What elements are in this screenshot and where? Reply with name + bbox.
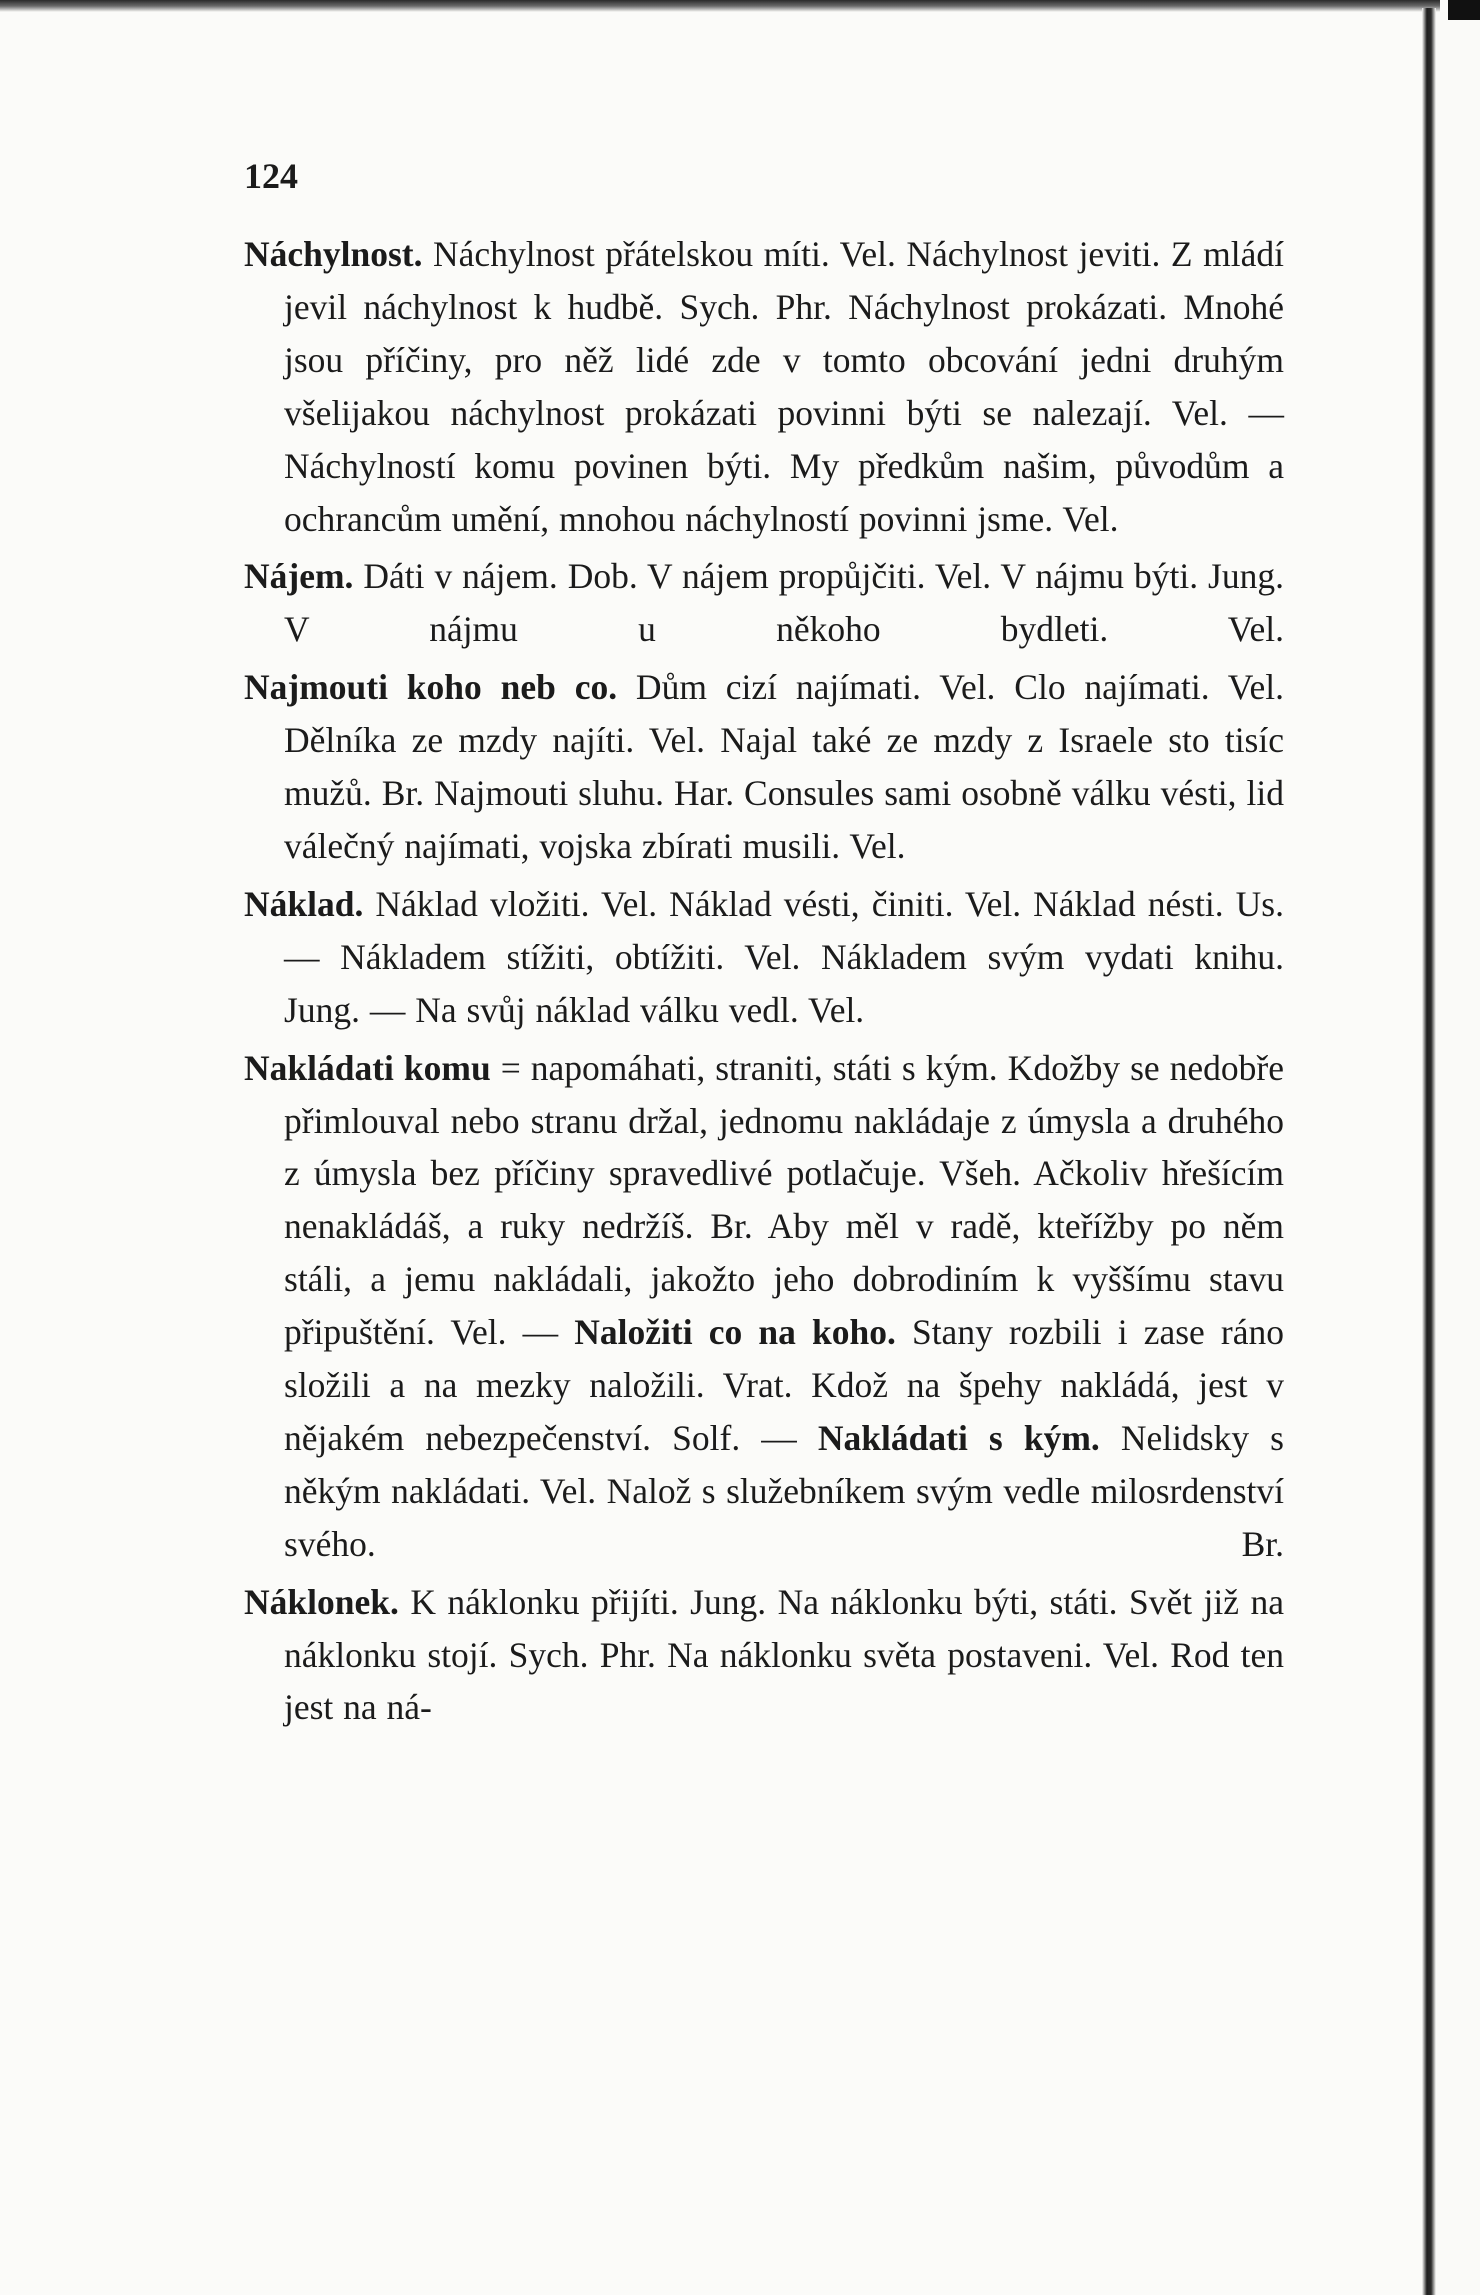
entry-najem [244, 550, 1284, 656]
entry-najmouti [244, 661, 1284, 873]
entry-subheadword: Nakládati s kým. [817, 1417, 1100, 1458]
entry-headword: Náklad. [244, 883, 364, 924]
entry-body: = napomáhati, straniti, státi s kým. Kdožby se nedobře přimlouval nebo stranu držal, jednomu nakládaje z úmysla a druhého z úmysla bez příčiny spravedlivé potlačuje. Všeh. Ačkoliv hřešícím nenakládáš, a ruky nedržíš. Br. Aby měl v radě, kteřížby po něm stáli, a jemu nakládali, jakožto jeho dobrodiním k vyššímu stavu připuštění. Vel. — [284, 1047, 1284, 1353]
entry-nakladati [244, 1042, 1284, 1571]
entry-headword: Náchylnost. [244, 234, 423, 274]
page-number: 124 [244, 156, 298, 196]
entry-nachylnost [244, 228, 1284, 545]
entry-body: Stany rozbili i zase ráno složili a na mezky naložili. Vrat. Kdož na špehy nakládá, jest v nějakém nebezpečenství. Solf. — [284, 1312, 1284, 1458]
entry-headword: Nájem. [244, 556, 354, 597]
page-top-edge [0, 0, 1440, 12]
page-corner-mark [1448, 0, 1480, 20]
dictionary-text-column [244, 150, 1284, 1739]
entry-headword: Najmouti koho neb co. [244, 667, 618, 708]
page-right-gutter [1436, 12, 1480, 2295]
entry-headword: Nakládati komu [244, 1047, 491, 1088]
entry-body: Náklad vložiti. Vel. Náklad vésti, činiti. Vel. Náklad nésti. Us. — Nákladem stížiti, obtížiti. Vel. Nákladem svým vydati knihu. Jung. — Na svůj náklad válku vedl. Vel. [284, 883, 1284, 1030]
entry-naklad [244, 878, 1284, 1037]
entry-body: Dům cizí najímati. Vel. Clo najímati. Vel. Dělníka ze mzdy najíti. Vel. Najal také ze mzdy z Israele sto tisíc mužů. Br. Najmouti sluhu. Har. Consules sami osobně válku vésti, lid válečný najímati, vojska zbírati musili. Vel. [284, 667, 1284, 866]
entry-body: Náchylnost přátelskou míti. Vel. Náchylnost jeviti. Z mládí jevil náchylnost k hudbě. Sych. Phr. Náchylnost prokázati. Mnohé jsou příčiny, pro něž lidé zde v tomto obcování jedni druhým všelijakou náchylnost prokázati povinni býti se nalezají. Vel. — Náchylností komu povinen býti. My předkům našim, původům a ochrancům umění, mnohou náchylností povinni jsme. Vel. [284, 234, 1284, 539]
entry-headword: Náklonek. [244, 1581, 399, 1622]
entry-naklonek [244, 1576, 1284, 1735]
entry-body: Dáti v nájem. Dob. V nájem propůjčiti. Vel. V nájmu býti. Jung. V nájmu u někoho bydleti. Vel. [284, 556, 1284, 650]
entry-body: K náklonku přijíti. Jung. Na náklonku býti, státi. Svět již na náklonku stojí. Sych. Phr. Na náklonku světa postaveni. Vel. Rod ten jest na ná- [284, 1581, 1284, 1728]
page-binding-shadow [1422, 8, 1436, 2295]
entry-subheadword: Naložiti co na koho. [574, 1312, 896, 1353]
entry-body: Nelidsky s někým nakládati. Vel. Nalož s služebníkem svým vedle milosrdenství svého. Br. [284, 1417, 1284, 1564]
